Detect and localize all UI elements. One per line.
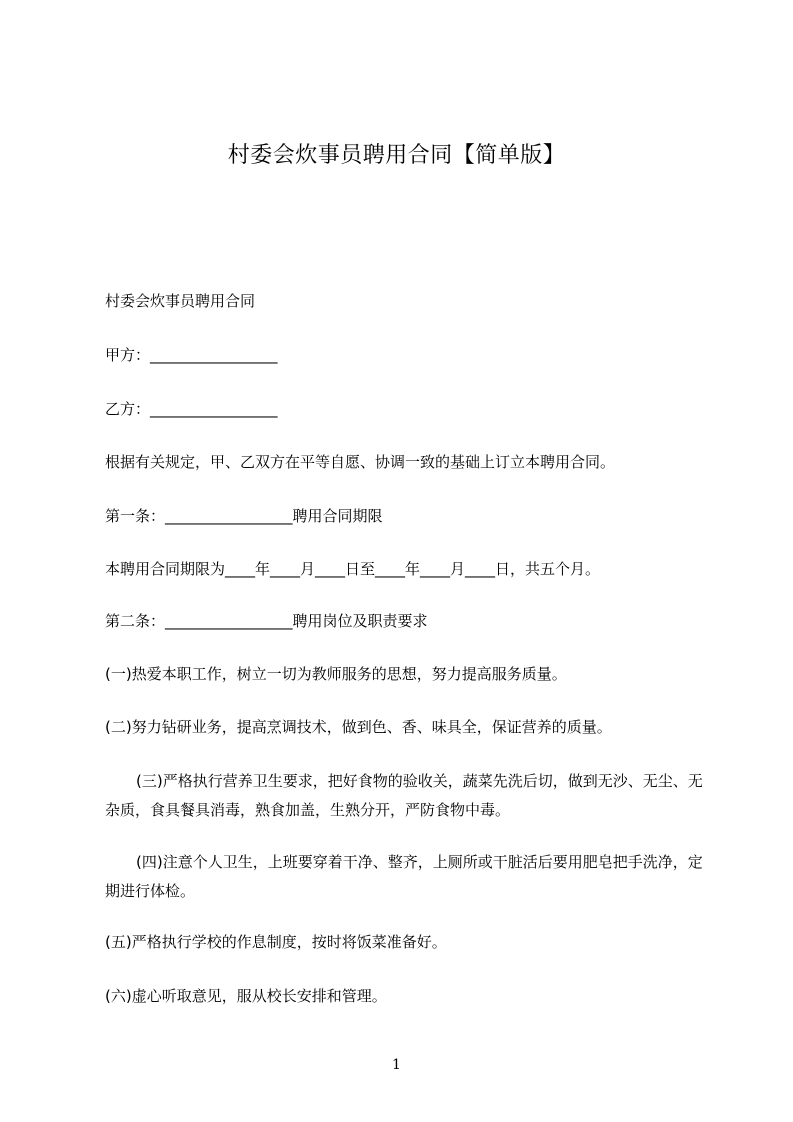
contract-term-paragraph: 本聘用合同期限为____年____月____日至____年____月____日，共五个月。	[105, 560, 601, 578]
duty-item-5: (五)严格执行学校的作息制度，按时将饭菜准备好。	[105, 933, 447, 951]
preamble-paragraph: 根据有关规定，甲、乙双方在平等自愿、协调一致的基础上订立本聘用合同。	[105, 453, 616, 471]
duty-item-4: (四)注意个人卫生，上班要穿着干净、整齐，上厕所或干脏活后要用肥皂把手洗净，定期进行体检。	[105, 853, 703, 900]
page-number: 1	[392, 1057, 401, 1073]
duty-item-6: (六)虚心听取意见，服从校长安排和管理。	[105, 987, 387, 1005]
party-b-line: 乙方：_________________	[105, 400, 278, 418]
contract-subtitle: 村委会炊事员聘用合同	[105, 292, 256, 310]
article-one-heading: 第一条：_________________聘用合同期限	[105, 507, 383, 525]
article-two-heading: 第二条：_________________聘用岗位及职责要求	[105, 612, 428, 630]
document-title: 村委会炊事员聘用合同【简单版】	[227, 143, 566, 168]
duty-item-2: (二)努力钻研业务，提高烹调技术，做到色、香、味具全，保证营养的质量。	[105, 718, 612, 736]
duty-item-3: (三)严格执行营养卫生要求，把好食物的验收关，蔬菜先洗后切，做到无沙、无尘、无杂质，食具餐具消毒，熟食加盖，生熟分开，严防食物中毒。	[105, 772, 703, 819]
party-a-line: 甲方：_________________	[105, 346, 278, 364]
duty-item-1: (一)热爱本职工作，树立一切为教师服务的思想，努力提高服务质量。	[105, 665, 567, 683]
